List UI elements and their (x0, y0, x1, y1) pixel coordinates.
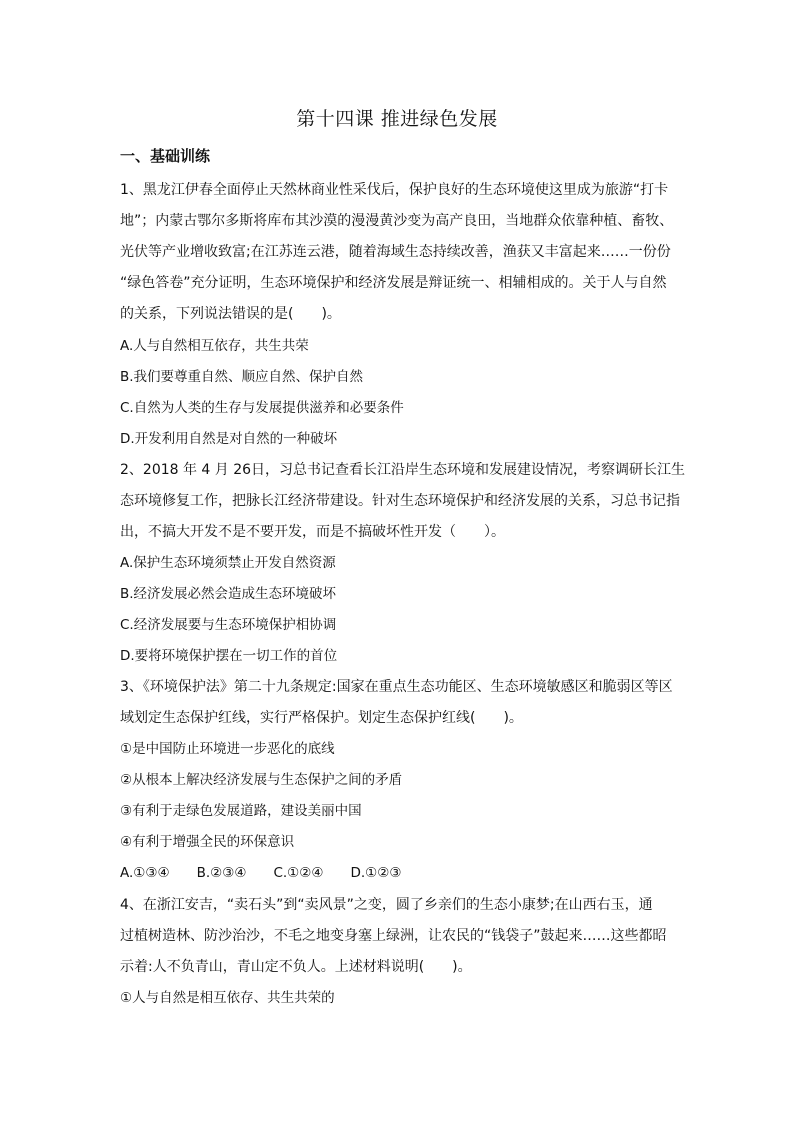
q1-line-1: 1、黑龙江伊春全面停止天然林商业性采伐后，保护良好的生态环境使这里成为旅游“打卡 (120, 182, 669, 198)
q3-item-2: ②从根本上解决经济发展与生态保护之间的矛盾 (120, 772, 403, 788)
q1-option-a: A.人与自然相互依存，共生共荣 (120, 338, 309, 354)
q3-item-3: ③有利于走绿色发展道路，建设美丽中国 (120, 803, 362, 819)
page-title: 第十四课 推进绿色发展 (296, 108, 498, 130)
q4-line-1: 4、在浙江安吉，“卖石头”到“卖风景”之变，圆了乡亲们的生态小康梦;在山西右玉，通 (120, 897, 653, 913)
q1-line-4: “绿色答卷”充分证明，生态环境保护和经济发展是辩证统一、相辅相成的。关于人与自然 (120, 275, 667, 291)
q2-line-2: 态环境修复工作，把脉长江经济带建设。针对生态环境保护和经济发展的关系，习总书记指 (120, 493, 680, 509)
q2-option-c: C.经济发展要与生态环境保护相协调 (120, 617, 337, 633)
q3-choices: A.①③④ B.②③④ C.①②④ D.①②③ (120, 865, 402, 881)
q3-item-4: ④有利于增强全民的环保意识 (120, 834, 295, 850)
q1-option-b: B.我们要尊重自然、顺应自然、保护自然 (120, 369, 364, 385)
q1-line-2: 地”；内蒙古鄂尔多斯将库布其沙漠的漫漫黄沙变为高产良田，当地群众依靠种植、畜牧、 (120, 213, 674, 229)
q2-option-d: D.要将环境保护摆在一切工作的首位 (120, 648, 338, 664)
q2-line-3: 出，不搞大开发不是不要开发，而是不搞破坏性开发（ ）。 (120, 524, 505, 540)
q4-line-2: 过植树造林、防沙治沙，不毛之地变身塞上绿洲，让农民的“钱袋子”鼓起来……这些都昭 (120, 928, 667, 944)
q3-item-1: ①是中国防止环境进一步恶化的底线 (120, 741, 335, 757)
q1-line-3: 光伏等产业增收致富;在江苏连云港，随着海域生态持续改善，渔获又丰富起来……一份份 (120, 244, 671, 260)
q4-line-3: 示着:人不负青山，青山定不负人。上述材料说明( )。 (120, 959, 472, 975)
q2-option-a: A.保护生态环境须禁止开发自然资源 (120, 555, 336, 571)
q1-option-c: C.自然为人类的生存与发展提供滋养和必要条件 (120, 400, 404, 416)
q2-line-1: 2、2018 年 4 月 26日，习总书记查看长江沿岸生态环境和发展建设情况，考察调研长江生 (120, 462, 686, 478)
q3-line-2: 域划定生态保护红线，实行严格保护。划定生态保护红线( )。 (120, 710, 523, 726)
q4-item-1: ①人与自然是相互依存、共生共荣的 (120, 990, 335, 1006)
q3-line-1: 3、《环境保护法》第二十九条规定:国家在重点生态功能区、生态环境敏感区和脆弱区等区 (120, 679, 673, 695)
q1-option-d: D.开发利用自然是对自然的一种破坏 (120, 431, 338, 447)
q1-line-5: 的关系，下列说法错误的是( )。 (120, 306, 341, 322)
q2-option-b: B.经济发展必然会造成生态环境破坏 (120, 586, 337, 602)
section-heading: 一、基础训练 (120, 147, 211, 165)
